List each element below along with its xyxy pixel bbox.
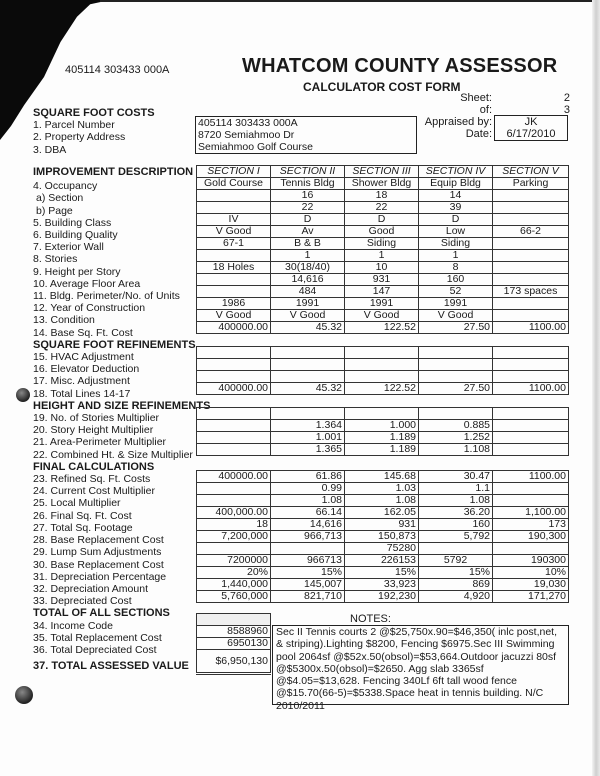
field-label: 9. Height per Story — [33, 265, 121, 278]
table-cell: 0.885 — [419, 420, 493, 432]
table-cell: 20% — [197, 567, 271, 579]
total-assessed-label: 37. TOTAL ASSESSED VALUE — [33, 660, 189, 673]
section-heading: HEIGHT AND SIZE REFINEMENTS — [33, 399, 211, 412]
table-cell: Equip Bldg — [419, 178, 493, 190]
table-row — [197, 310, 569, 322]
table-cell: 22 — [271, 202, 345, 214]
table-row — [197, 444, 569, 456]
table-cell — [345, 408, 419, 420]
table-cell — [419, 408, 493, 420]
table-cell — [197, 202, 271, 214]
table-cell — [493, 495, 569, 507]
field-label: b) Page — [36, 204, 73, 217]
table-cell: 36.20 — [419, 507, 493, 519]
field-label: 21. Area-Perimeter Multiplier — [33, 436, 167, 449]
table-cell: 8 — [419, 262, 493, 274]
table-cell: 966713 — [271, 555, 345, 567]
table-cell: 1.08 — [345, 495, 419, 507]
table-cell: Low — [419, 226, 493, 238]
table-cell — [493, 408, 569, 420]
final-calculations-table — [196, 470, 569, 603]
field-label: 16. Elevator Deduction — [33, 363, 140, 376]
table-cell — [271, 371, 345, 383]
table-row — [197, 579, 569, 591]
table-row — [197, 298, 569, 310]
table-cell — [493, 483, 569, 495]
table-cell — [493, 238, 569, 250]
field-label: 6. Building Quality — [33, 229, 118, 242]
table-cell: 1.03 — [345, 483, 419, 495]
income-code-value — [197, 614, 271, 626]
table-row — [197, 190, 569, 202]
date-label: Date: — [465, 128, 492, 140]
table-cell: 1100.00 — [493, 322, 569, 334]
table-cell — [197, 371, 271, 383]
field-label: a) Section — [36, 192, 84, 205]
scan-right-edge — [592, 0, 600, 776]
table-cell — [493, 543, 569, 555]
table-cell: Siding — [419, 238, 493, 250]
table-cell — [197, 495, 271, 507]
table-cell — [345, 347, 419, 359]
table-cell: 33,923 — [345, 579, 419, 591]
table-cell: D — [419, 214, 493, 226]
table-cell: 15% — [271, 567, 345, 579]
table-cell: 15% — [419, 567, 493, 579]
table-cell: D — [271, 214, 345, 226]
table-cell — [271, 359, 345, 371]
field-label: 29. Lump Sum Adjustments — [33, 546, 162, 559]
table-cell — [493, 347, 569, 359]
page-title: WHATCOM COUNTY ASSESSOR — [242, 55, 558, 77]
total-depreciated-cost-value: 6950130 — [197, 638, 271, 650]
table-cell: 171,270 — [493, 591, 569, 603]
section-heading: SQUARE FOOT COSTS — [33, 107, 155, 119]
table-cell: 14 — [419, 190, 493, 202]
table-cell: 19,030 — [493, 579, 569, 591]
table-cell — [493, 202, 569, 214]
parcel-number-value: 405114 303433 000A — [198, 117, 298, 129]
sheet-value: 2 — [563, 92, 570, 104]
table-cell — [493, 444, 569, 456]
table-cell: 15% — [345, 567, 419, 579]
table-cell — [197, 408, 271, 420]
appraised-by-label: Appraised by: — [424, 116, 492, 128]
field-label: 23. Refined Sq. Ft. Costs — [33, 473, 151, 486]
table-cell: 61.86 — [271, 471, 345, 483]
table-cell: B & B — [271, 238, 345, 250]
table-row — [197, 591, 569, 603]
section-header: SECTION IV — [419, 166, 493, 178]
table-cell: 192,230 — [345, 591, 419, 603]
field-label: 11. Bldg. Perimeter/No. of Units — [33, 290, 180, 303]
table-cell: 10 — [345, 262, 419, 274]
table-cell — [493, 214, 569, 226]
field-label: 3. DBA — [33, 143, 67, 156]
table-cell: 0.99 — [271, 483, 345, 495]
table-cell: Av — [271, 226, 345, 238]
table-cell — [419, 371, 493, 383]
table-row — [197, 408, 569, 420]
notes-label: NOTES: — [350, 613, 391, 625]
table-cell: 5792 — [419, 555, 493, 567]
table-cell: Siding — [345, 238, 419, 250]
table-cell — [419, 347, 493, 359]
property-address-value: 8720 Semiahmoo Dr — [198, 129, 295, 141]
field-label: 36. Total Depreciated Cost — [33, 643, 157, 656]
section-heading: IMPROVEMENT DESCRIPTION — [33, 166, 194, 178]
field-label: 20. Story Height Multiplier — [33, 424, 154, 437]
of-label: of: — [479, 104, 492, 116]
section-header: SECTION V — [493, 166, 569, 178]
table-row — [197, 322, 569, 334]
table-row — [197, 555, 569, 567]
table-cell: 67-1 — [197, 238, 271, 250]
table-cell: 1.001 — [271, 432, 345, 444]
field-label: 26. Final Sq. Ft. Cost — [33, 509, 132, 522]
table-cell — [493, 371, 569, 383]
table-cell — [197, 250, 271, 262]
table-cell: V Good — [345, 310, 419, 322]
binder-hole-icon — [15, 686, 33, 704]
table-cell — [493, 262, 569, 274]
improvement-labels — [33, 166, 210, 672]
table-cell: 75280 — [345, 543, 419, 555]
table-cell: 18 — [197, 519, 271, 531]
field-label: 22. Combined Ht. & Size Multiplier — [33, 448, 193, 461]
field-label: 27. Total Sq. Footage — [33, 521, 133, 534]
table-cell: 22 — [345, 202, 419, 214]
table-cell: V Good — [197, 226, 271, 238]
table-cell: 1.08 — [271, 495, 345, 507]
field-label: 30. Base Replacement Cost — [33, 558, 164, 571]
field-label: 15. HVAC Adjustment — [33, 351, 134, 364]
table-cell: 30.47 — [419, 471, 493, 483]
field-label: 19. No. of Stories Multiplier — [33, 412, 160, 425]
table-cell: 160 — [419, 274, 493, 286]
table-cell: Shower Bldg — [345, 178, 419, 190]
table-cell: V Good — [271, 310, 345, 322]
date-value: 6/17/2010 — [506, 128, 556, 140]
table-row — [197, 250, 569, 262]
table-cell: 18 Holes — [197, 262, 271, 274]
table-cell — [493, 359, 569, 371]
table-cell: 931 — [345, 519, 419, 531]
height-size-table — [196, 407, 569, 456]
of-value: 3 — [563, 104, 570, 116]
field-label: 31. Depreciation Percentage — [33, 570, 167, 583]
table-row — [197, 274, 569, 286]
table-cell: Tennis Bldg — [271, 178, 345, 190]
table-cell: 1100.00 — [493, 471, 569, 483]
field-label: 33. Depreciated Cost — [33, 595, 132, 608]
table-cell: 45.32 — [271, 383, 345, 395]
table-cell: 1.364 — [271, 420, 345, 432]
table-cell: 1 — [345, 250, 419, 262]
table-cell: D — [345, 214, 419, 226]
table-cell: V Good — [197, 310, 271, 322]
table-cell: 1100.00 — [493, 383, 569, 395]
table-cell: 45.32 — [271, 322, 345, 334]
table-cell: 150,873 — [345, 531, 419, 543]
table-cell: 1.108 — [419, 444, 493, 456]
table-cell: 400000.00 — [197, 383, 271, 395]
table-row — [197, 471, 569, 483]
square-foot-costs-labels — [33, 107, 155, 156]
table-cell: 66-2 — [493, 226, 569, 238]
table-row — [197, 286, 569, 298]
table-cell: 1986 — [197, 298, 271, 310]
table-cell — [271, 347, 345, 359]
sheet-label: Sheet: — [460, 92, 492, 104]
table-cell — [197, 359, 271, 371]
table-cell: 226153 — [345, 555, 419, 567]
table-cell: 10% — [493, 567, 569, 579]
table-cell: 14,616 — [271, 519, 345, 531]
table-cell: 931 — [345, 274, 419, 286]
property-info-box — [195, 116, 417, 154]
field-label: 7. Exterior Wall — [33, 241, 104, 254]
field-label: 34. Income Code — [33, 619, 113, 632]
appraised-by-value: JK — [524, 116, 538, 128]
table-cell: 173 spaces — [493, 286, 569, 298]
table-cell — [493, 190, 569, 202]
table-row — [197, 432, 569, 444]
table-cell — [493, 250, 569, 262]
table-row — [197, 359, 569, 371]
table-cell: 122.52 — [345, 322, 419, 334]
table-cell: Gold Course — [197, 178, 271, 190]
field-label: 10. Average Floor Area — [33, 277, 141, 290]
table-cell — [197, 432, 271, 444]
table-cell: 16 — [271, 190, 345, 202]
table-row — [197, 226, 569, 238]
field-label: 24. Current Cost Multiplier — [33, 485, 155, 498]
table-cell — [197, 483, 271, 495]
total-assessed-value: $6,950,130 — [197, 650, 271, 674]
table-cell — [493, 298, 569, 310]
table-cell: 4,920 — [419, 591, 493, 603]
table-cell — [197, 286, 271, 298]
field-label: 18. Total Lines 14-17 — [33, 387, 131, 400]
section-header: SECTION I — [197, 166, 271, 178]
table-cell: 400,000.00 — [197, 507, 271, 519]
table-row — [197, 214, 569, 226]
table-cell — [419, 359, 493, 371]
table-row — [197, 383, 569, 395]
field-label: 14. Base Sq. Ft. Cost — [33, 326, 133, 339]
table-cell: 18 — [345, 190, 419, 202]
section-heading: TOTAL OF ALL SECTIONS — [33, 607, 170, 620]
table-row — [197, 495, 569, 507]
field-label: 4. Occupancy — [33, 180, 98, 193]
table-cell: 145,007 — [271, 579, 345, 591]
table-cell — [271, 408, 345, 420]
table-row — [197, 483, 569, 495]
table-row — [197, 178, 569, 190]
section-header: SECTION II — [271, 166, 345, 178]
table-row — [197, 543, 569, 555]
table-cell: 30(18/40) — [271, 262, 345, 274]
table-cell: 52 — [419, 286, 493, 298]
table-cell — [345, 359, 419, 371]
table-cell: 821,710 — [271, 591, 345, 603]
appraisal-box — [494, 115, 568, 141]
table-cell — [493, 274, 569, 286]
notes-box: Sec II Tennis courts 2 @$25,750x.90=$46,350( inlc post,net, & striping).Lighting $8200, Fencing $6975.Sec III Swimming pool 2064sf @$52x.50(obsol)=$53,664.Outdoor jacuzzi 80sf @$5300x.50(obsol)=$2650. Agg slab 3365sf @$4.05=$13,628. Fencing 340Lf 6ft tall wood fence @$15.70(66-5)=$5338.Space heat in tennis building. N/C 2010/2011 — [272, 625, 569, 705]
table-row — [197, 567, 569, 579]
table-cell: V Good — [419, 310, 493, 322]
table-cell: 5,760,000 — [197, 591, 271, 603]
field-label: 32. Depreciation Amount — [33, 582, 148, 595]
table-cell — [419, 543, 493, 555]
section-heading: SQUARE FOOT REFINEMENTS — [33, 338, 196, 351]
table-cell: 1,440,000 — [197, 579, 271, 591]
table-cell: 66.14 — [271, 507, 345, 519]
field-label: 17. Misc. Adjustment — [33, 375, 130, 388]
table-cell: 1.252 — [419, 432, 493, 444]
field-label: 35. Total Replacement Cost — [33, 631, 162, 644]
table-row — [197, 507, 569, 519]
total-replacement-cost-value: 8588960 — [197, 626, 271, 638]
totals-table — [196, 613, 271, 675]
form-subtitle: CALCULATOR COST FORM — [303, 80, 461, 94]
table-row — [197, 371, 569, 383]
table-cell — [493, 310, 569, 322]
table-cell — [197, 420, 271, 432]
table-cell: 1.189 — [345, 432, 419, 444]
table-cell: 27.50 — [419, 322, 493, 334]
parcel-number-header: 405114 303433 000A — [65, 64, 170, 76]
field-label: 25. Local Multiplier — [33, 497, 121, 510]
table-cell: 1 — [271, 250, 345, 262]
table-cell — [197, 444, 271, 456]
field-label: 12. Year of Construction — [33, 302, 146, 315]
table-cell: 162.05 — [345, 507, 419, 519]
table-cell: IV — [197, 214, 271, 226]
table-cell: 147 — [345, 286, 419, 298]
table-cell — [197, 190, 271, 202]
table-row — [197, 202, 569, 214]
scan-top-edge — [100, 0, 600, 2]
table-cell: 39 — [419, 202, 493, 214]
table-cell: 1.189 — [345, 444, 419, 456]
table-cell: 1991 — [345, 298, 419, 310]
table-cell: 173 — [493, 519, 569, 531]
table-row — [197, 238, 569, 250]
field-label: 1. Parcel Number — [33, 119, 115, 132]
table-cell — [345, 371, 419, 383]
field-label: 28. Base Replacement Cost — [33, 534, 164, 547]
section-heading: FINAL CALCULATIONS — [33, 460, 155, 473]
table-cell: 1 — [419, 250, 493, 262]
refinements-table — [196, 346, 569, 395]
table-cell: 1,100.00 — [493, 507, 569, 519]
table-cell: 400000.00 — [197, 471, 271, 483]
table-cell: 484 — [271, 286, 345, 298]
table-cell — [493, 432, 569, 444]
table-cell: 7,200,000 — [197, 531, 271, 543]
table-cell: 400000.00 — [197, 322, 271, 334]
table-cell: 1.000 — [345, 420, 419, 432]
table-cell: 160 — [419, 519, 493, 531]
dba-value: Semiahmoo Golf Course — [198, 141, 313, 153]
field-label: 5. Building Class — [33, 216, 112, 229]
table-cell: 190,300 — [493, 531, 569, 543]
table-cell: 1991 — [419, 298, 493, 310]
table-row — [197, 420, 569, 432]
table-cell: 122.52 — [345, 383, 419, 395]
table-row — [197, 262, 569, 274]
table-row — [197, 347, 569, 359]
field-label: 8. Stories — [33, 253, 78, 266]
improvement-table — [196, 165, 569, 334]
table-cell: 1.1 — [419, 483, 493, 495]
table-cell: Good — [345, 226, 419, 238]
table-cell: 27.50 — [419, 383, 493, 395]
table-cell: Parking — [493, 178, 569, 190]
table-cell — [197, 543, 271, 555]
table-cell — [493, 420, 569, 432]
table-cell: 869 — [419, 579, 493, 591]
table-cell: 966,713 — [271, 531, 345, 543]
table-cell: 1991 — [271, 298, 345, 310]
table-cell — [197, 347, 271, 359]
table-cell: 190300 — [493, 555, 569, 567]
section-header-row — [197, 166, 569, 178]
field-label: 2. Property Address — [33, 131, 126, 144]
table-cell: 5,792 — [419, 531, 493, 543]
field-label: 13. Condition — [33, 314, 95, 327]
binder-hole-icon — [16, 388, 30, 402]
table-row — [197, 531, 569, 543]
table-cell — [197, 274, 271, 286]
table-cell: 1.08 — [419, 495, 493, 507]
section-header: SECTION III — [345, 166, 419, 178]
table-cell — [271, 543, 345, 555]
table-row — [197, 519, 569, 531]
table-cell: 7200000 — [197, 555, 271, 567]
table-cell: 145.68 — [345, 471, 419, 483]
table-cell: 14,616 — [271, 274, 345, 286]
table-cell: 1.365 — [271, 444, 345, 456]
